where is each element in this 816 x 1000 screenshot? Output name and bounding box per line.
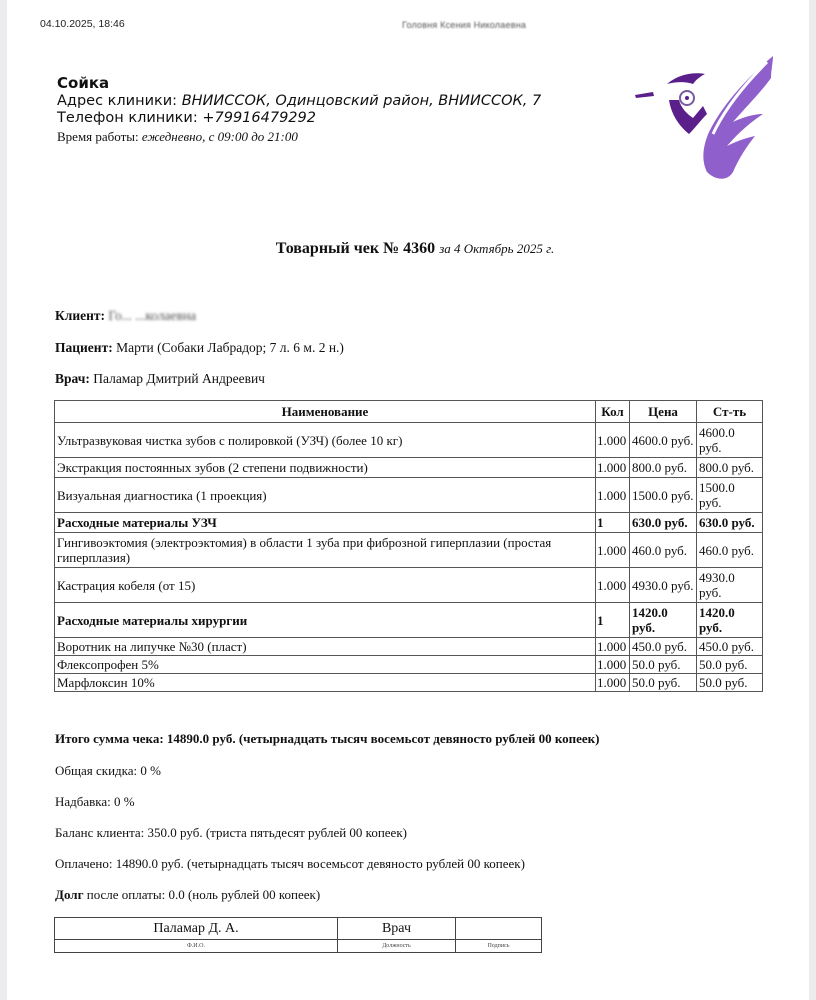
item-qty: 1 (596, 603, 630, 638)
item-qty: 1.000 (596, 568, 630, 603)
patient-line (55, 340, 344, 356)
client-value-redacted: Го... ...колаевна (108, 308, 197, 323)
discount-line: Общая скидка: 0 % (55, 763, 161, 778)
item-name: Расходные материалы хирургии (55, 603, 596, 638)
signer-name: Паламар Д. А. (55, 918, 338, 940)
col-qty-header: Кол (596, 401, 630, 423)
item-price: 630.0 руб. (630, 513, 697, 533)
table-header-row (55, 401, 763, 423)
item-name: Кастрация кобеля (от 15) (55, 568, 596, 603)
name-caption: Ф.И.О. (55, 940, 338, 953)
item-total: 450.0 руб. (697, 638, 763, 656)
item-name: Марфлоксин 10% (55, 674, 596, 692)
item-price: 4930.0 руб. (630, 568, 697, 603)
signature-caption: Подпись (456, 940, 542, 953)
document-page (7, 0, 809, 1000)
clinic-address (57, 93, 541, 111)
item-qty: 1.000 (596, 423, 630, 458)
table-row (55, 603, 763, 638)
item-total: 1420.0 руб. (697, 603, 763, 638)
jay-bird-logo-icon (627, 48, 777, 188)
signature-values-row (55, 918, 542, 940)
patient-value: Марти (Собаки Лабрадор; 7 л. 6 м. 2 н.) (116, 340, 344, 355)
markup-line: Надбавка: 0 % (55, 794, 135, 809)
item-price: 4600.0 руб. (630, 423, 697, 458)
signature-table (54, 917, 542, 953)
receipt-date: за 4 Октябрь 2025 г. (439, 241, 555, 256)
patient-label: Пациент: (55, 340, 113, 355)
item-name: Воротник на липучке №30 (пласт) (55, 638, 596, 656)
item-name: Экстракция постоянных зубов (2 степени подвижности) (55, 458, 596, 478)
table-row (55, 674, 763, 692)
col-name-header: Наименование (55, 401, 596, 423)
item-name: Флексопрофен 5% (55, 656, 596, 674)
item-qty: 1.000 (596, 638, 630, 656)
item-price: 1420.0 руб. (630, 603, 697, 638)
item-qty: 1.000 (596, 458, 630, 478)
table-row (55, 458, 763, 478)
clinic-info (57, 75, 541, 146)
item-total: 50.0 руб. (697, 656, 763, 674)
signer-signature (456, 918, 542, 940)
receipt-number: Товарный чек № 4360 (275, 240, 436, 257)
client-label: Клиент: (55, 308, 106, 323)
hours-label: Время работы: (57, 128, 139, 144)
receipt-total: Итого сумма чека: 14890.0 руб. (четырнадцать тысяч восемьсот девяносто рублей 00 копеек) (55, 731, 600, 746)
position-caption: Должность (338, 940, 456, 953)
item-total: 800.0 руб. (697, 458, 763, 478)
table-row (55, 656, 763, 674)
item-total: 630.0 руб. (697, 513, 763, 533)
table-row (55, 533, 763, 568)
signature-captions-row (55, 940, 542, 953)
debt-label: Долг (55, 887, 84, 902)
debt-value: после оплаты: 0.0 (ноль рублей 00 копеек) (86, 887, 321, 902)
item-price: 460.0 руб. (630, 533, 697, 568)
item-qty: 1.000 (596, 533, 630, 568)
item-qty: 1 (596, 513, 630, 533)
print-page-title-redacted: Головня Ксения Николаевна (402, 20, 527, 30)
item-price: 450.0 руб. (630, 638, 697, 656)
item-price: 1500.0 руб. (630, 478, 697, 513)
clinic-phone (57, 110, 541, 128)
phone-value: +79916479292 (202, 110, 316, 126)
client-line (55, 308, 196, 324)
item-name: Расходные материалы УЗЧ (55, 513, 596, 533)
item-total: 1500.0 руб. (697, 478, 763, 513)
item-qty: 1.000 (596, 478, 630, 513)
hours-value: ежедневно, с 09:00 до 21:00 (141, 128, 298, 144)
doctor-value: Паламар Дмитрий Андреевич (93, 371, 265, 386)
doctor-label: Врач: (55, 371, 90, 386)
address-label: Адрес клиники: (57, 92, 178, 109)
debt-line (55, 887, 320, 903)
item-total: 4930.0 руб. (697, 568, 763, 603)
item-price: 50.0 руб. (630, 674, 697, 692)
item-name: Ультразвуковая чистка зубов с полировкой (УЗЧ) (более 10 кг) (55, 423, 596, 458)
phone-label: Телефон клиники: (57, 110, 198, 126)
address-value: ВНИИССОК, Одинцовский район, ВНИИССОК, 7 (181, 92, 542, 109)
print-datetime: 04.10.2025, 18:46 (40, 18, 125, 30)
client-balance-line: Баланс клиента: 350.0 руб. (триста пятьдесят рублей 00 копеек) (55, 825, 407, 840)
signer-position: Врач (338, 918, 456, 940)
item-price: 50.0 руб. (630, 656, 697, 674)
item-name: Гингивоэктомия (электроэктомия) в области 1 зуба при фиброзной гиперплазии (простая гиперплазия) (55, 533, 596, 568)
item-qty: 1.000 (596, 674, 630, 692)
table-row (55, 513, 763, 533)
table-row (55, 638, 763, 656)
clinic-name: Сойка (57, 74, 110, 92)
table-row (55, 568, 763, 603)
doctor-line (55, 371, 265, 387)
col-total-header: Ст-ть (697, 401, 763, 423)
receipt-title (7, 240, 816, 258)
items-table (54, 400, 763, 692)
paid-line: Оплачено: 14890.0 руб. (четырнадцать тысяч восемьсот девяносто рублей 00 копеек) (55, 856, 525, 871)
item-price: 800.0 руб. (630, 458, 697, 478)
clinic-hours (57, 128, 541, 146)
item-total: 50.0 руб. (697, 674, 763, 692)
item-total: 4600.0 руб. (697, 423, 763, 458)
item-qty: 1.000 (596, 656, 630, 674)
table-row (55, 478, 763, 513)
table-row (55, 423, 763, 458)
item-total: 460.0 руб. (697, 533, 763, 568)
col-price-header: Цена (630, 401, 697, 423)
item-name: Визуальная диагностика (1 проекция) (55, 478, 596, 513)
